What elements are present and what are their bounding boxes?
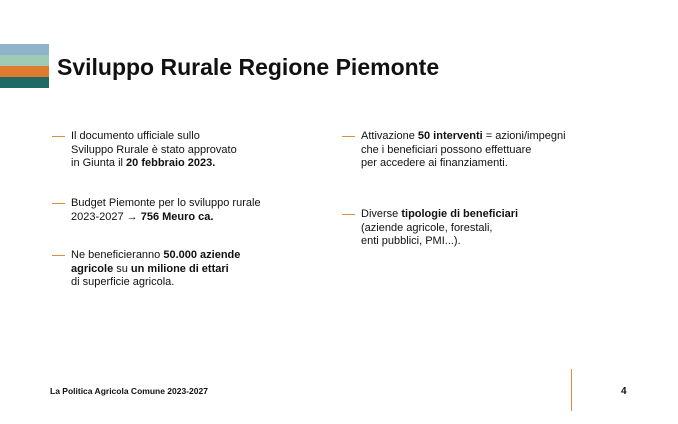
bullet-dash xyxy=(342,214,355,215)
bullet-text xyxy=(71,249,321,290)
text-run: Sviluppo Rurale è stato approvato xyxy=(71,143,237,156)
bullet-approval xyxy=(71,130,321,171)
brand-stripes xyxy=(0,44,49,88)
text-run: = azioni/impegni xyxy=(482,130,566,142)
bold-text: 756 Meuro ca. xyxy=(140,210,214,223)
brand-stripe xyxy=(0,55,49,66)
bullet-budget xyxy=(71,197,321,224)
bullet-beneficiaries-count xyxy=(71,249,321,290)
bullet-text xyxy=(361,208,611,249)
text-run: Ne beneficieranno xyxy=(71,249,164,261)
text-run: 2023-2027 → xyxy=(71,210,141,223)
bullet-text xyxy=(361,130,611,171)
brand-stripe xyxy=(0,77,49,88)
bold-text: un milione di ettari xyxy=(130,262,229,275)
text-run: su xyxy=(113,262,131,275)
slide-title: Sviluppo Rurale Regione Piemonte xyxy=(57,54,440,80)
bold-text: tipologie di beneficiari xyxy=(401,208,519,220)
bullet-dash xyxy=(52,203,65,204)
text-run: Attivazione xyxy=(361,130,418,142)
bullet-dash xyxy=(52,136,65,137)
bullet-interventions xyxy=(361,130,611,171)
bold-text: agricole xyxy=(71,262,114,275)
text-run: Diverse xyxy=(361,208,402,220)
text-run: Il documento ufficiale sullo xyxy=(71,130,200,142)
text-run: che i beneficiari possono effettuare xyxy=(361,143,532,156)
bullet-dash xyxy=(342,136,355,137)
footer-label: La Politica Agricola Comune 2023-2027 xyxy=(50,386,208,396)
text-run: (aziende agricole, forestali, xyxy=(361,221,493,234)
text-run: in Giunta il xyxy=(71,157,127,169)
bullet-dash xyxy=(52,255,65,256)
bold-text: 50.000 aziende xyxy=(163,249,241,261)
bold-text: 20 febbraio 2023. xyxy=(126,157,216,169)
footer-divider xyxy=(571,369,572,411)
bullet-text xyxy=(71,197,321,224)
bold-text: 50 interventi xyxy=(417,130,483,142)
bullet-beneficiary-types xyxy=(361,208,611,249)
text-run: Budget Piemonte per lo sviluppo rurale xyxy=(71,197,261,209)
bullet-text xyxy=(71,130,321,171)
text-run: per accedere ai finanziamenti. xyxy=(361,157,508,169)
brand-stripe xyxy=(0,66,49,77)
text-run: enti pubblici, PMI...). xyxy=(361,235,461,247)
text-run: di superficie agricola. xyxy=(71,276,175,288)
brand-stripe xyxy=(0,44,49,55)
page-number: 4 xyxy=(621,386,627,397)
